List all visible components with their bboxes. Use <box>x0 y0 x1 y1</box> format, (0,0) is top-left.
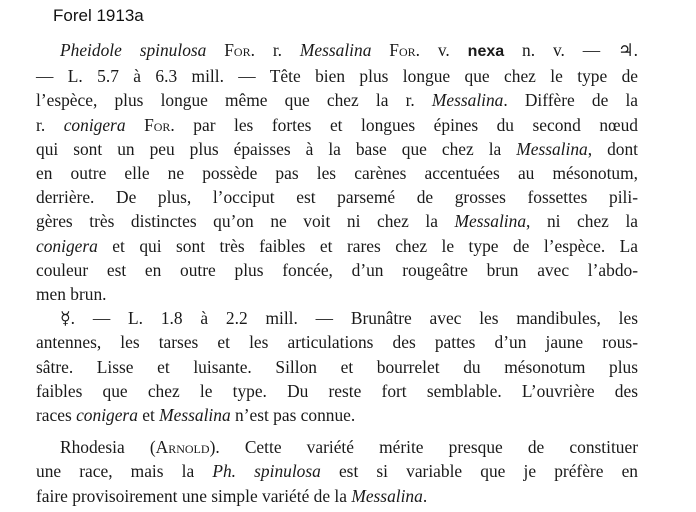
paragraph-1-line: couleur est en outre plus foncée, d’un rougeâtre brun avec l’abdo- <box>36 259 638 280</box>
race-name: Messalina <box>454 211 527 232</box>
paragraph-3-line <box>36 435 638 459</box>
paragraph-2-line <box>36 403 638 427</box>
author-abbrev: For <box>144 114 171 135</box>
text-fragment: . par les fortes et longues épines du second nœud <box>170 114 638 135</box>
paragraph-2-line: faibles que chez le type. Du reste fort semblable. L’ouvrière des <box>36 380 638 401</box>
paragraph-3-line <box>36 459 638 483</box>
text-fragment: . <box>422 485 428 506</box>
text-fragment: , dont <box>587 138 638 159</box>
text-fragment: est si variable que je préfère en <box>320 461 638 482</box>
text-fragment: races <box>36 405 77 426</box>
collector-name: Arnold <box>155 437 210 458</box>
document-header: Forel 1913a <box>53 6 144 25</box>
race-name: Messalina <box>431 90 504 111</box>
paragraph-1-line: — L. 5.7 à 6.3 mill. — Tête bien plus longue que chez le type de <box>36 66 638 87</box>
text-fragment: , ni chez la <box>526 211 638 232</box>
paragraph-1-line <box>36 234 638 258</box>
text-fragment: Rhodesia ( <box>60 437 156 458</box>
text-fragment: . Diffère de la <box>503 90 638 111</box>
race-name: Messalina <box>351 485 423 506</box>
text-fragment: faire provisoirement une simple variété de la <box>36 485 352 506</box>
text-fragment: et qui sont très faibles et rares chez le type de l’espèce. La <box>97 235 638 256</box>
race-name: Messalina <box>159 405 231 426</box>
race-name: conigera <box>63 114 126 135</box>
paragraph-1-line <box>36 137 638 161</box>
author-abbrev: For <box>224 40 251 60</box>
race-name: Messalina <box>516 138 588 159</box>
race-name: conigera <box>36 235 98 256</box>
paragraph-1-line <box>36 209 638 233</box>
document-body <box>36 38 638 508</box>
text-fragment: une race, mais la <box>36 461 213 482</box>
race-name: Messalina <box>299 40 372 60</box>
paragraph-3-line <box>36 484 638 508</box>
text-fragment: . r. <box>250 40 300 60</box>
paragraph-2-line: sâtre. Lisse et luisante. Sillon et bourrelet du mésonotum plus <box>36 356 638 377</box>
paragraph-1-line <box>36 38 638 64</box>
text-fragment: gères très distinctes qu’on ne voit ni chez la <box>36 211 455 232</box>
race-name: conigera <box>76 405 138 426</box>
text-fragment: . v. <box>415 40 468 60</box>
text-fragment: l’espèce, plus longue même que chez la r. <box>36 90 432 111</box>
paragraph-1-line: derrière. De plus, l’occiput est parsemé de grosses fossettes pili- <box>36 187 638 208</box>
paragraph-1-line: en outre elle ne possède pas les carènes accentuées au mésonotum, <box>36 163 638 184</box>
paragraph-2-line: antennes, les tarses et les articulations des pattes d’un jaune rous- <box>36 332 638 353</box>
species-name: Ph. spinulosa <box>212 461 321 482</box>
text-fragment: n’est pas connue. <box>230 405 356 426</box>
text-fragment: et <box>137 405 160 426</box>
paragraph-1-line: men brun. <box>36 284 107 305</box>
author-abbrev: For <box>389 40 416 60</box>
paragraph-1-line <box>36 88 638 112</box>
text-fragment: qui sont un peu plus épaisses à la base que chez la <box>36 138 517 159</box>
paragraph-1-line <box>36 113 638 137</box>
text-fragment: n. v. — ♃. <box>504 40 638 60</box>
paragraph-2-line: ☿. — L. 1.8 à 2.2 mill. — Brunâtre avec les mandibules, les <box>60 308 638 329</box>
text-fragment: ). Cette variété mérite presque de constituer <box>209 437 638 458</box>
variety-name: nexa <box>467 43 505 60</box>
species-name: Pheidole spinulosa <box>60 40 207 60</box>
text-fragment: r. <box>36 114 64 135</box>
